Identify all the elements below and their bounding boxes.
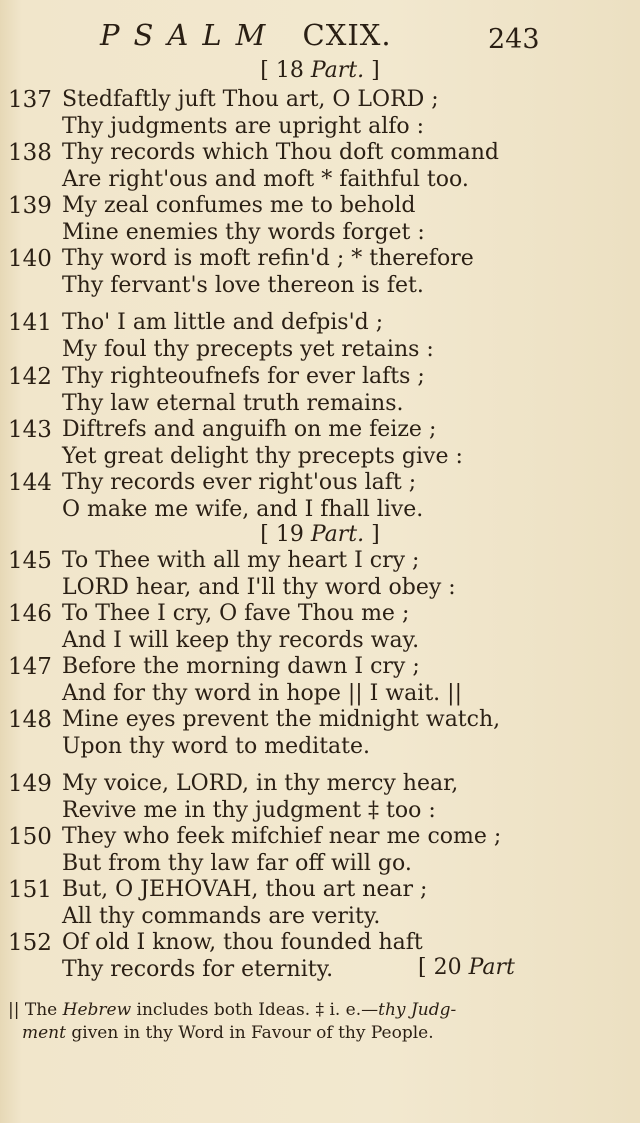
verse-line: But, O JEHOVAH, thou art near ;	[62, 877, 428, 902]
footnote-text: includes both Ideas. ‡ i. e.—	[131, 1000, 379, 1020]
verse-number: 147	[8, 654, 52, 680]
footnote-italic: thy Judg-	[378, 1000, 457, 1020]
verse-line: To Thee with all my heart I cry ;	[62, 548, 420, 573]
verse-line: Thy righteoufnefs for ever lafts ;	[62, 364, 425, 389]
footnote-italic: ment	[22, 1023, 66, 1043]
verse-number: 151	[8, 877, 52, 903]
verse-number: 137	[8, 87, 52, 113]
verse-line: Are right'ous and moft * faithful too.	[62, 167, 469, 192]
footnote-line-2	[22, 1023, 434, 1043]
verse-line: My foul thy precepts yet retains :	[62, 337, 434, 362]
part-close: ]	[371, 58, 380, 83]
running-title-word: PSALM	[100, 18, 280, 52]
verse-line: And I will keep thy records way.	[62, 628, 420, 653]
verse-line: And for thy word in hope || I wait. ||	[62, 681, 462, 706]
page-header	[0, 16, 640, 55]
running-title	[100, 18, 392, 52]
verse-number: 144	[8, 470, 52, 496]
footnote-text: given in thy Word in Favour of thy People.	[65, 1023, 434, 1043]
part-label: Part.	[310, 522, 365, 547]
part-heading-18	[0, 58, 640, 83]
part-heading-19	[0, 522, 640, 547]
verse-line: Thy records ever right'ous laft ;	[62, 470, 417, 495]
verse-number: 140	[8, 246, 52, 272]
verse-number: 138	[8, 140, 52, 166]
verse-line: Tho' I am little and defpis'd ;	[62, 310, 384, 335]
psalm-number: CXIX.	[302, 18, 392, 52]
verse-line: Thy judgments are upright alfo :	[62, 114, 425, 139]
verse-line: Yet great delight thy precepts give :	[62, 444, 463, 469]
verse-line: They who feek mifchief near me come ;	[62, 824, 502, 849]
catchword-bracket: [ 20	[418, 955, 462, 980]
part-open: [ 18	[260, 58, 304, 83]
verse-line: But from thy law far off will go.	[62, 851, 412, 876]
verse-line: Thy word is moft refin'd ; * therefore	[62, 246, 474, 271]
part-open: [ 19	[260, 522, 304, 547]
verse-number: 152	[8, 930, 52, 956]
verse-line: All thy commands are verity.	[62, 904, 381, 929]
verse-number: 142	[8, 364, 52, 390]
verse-line: O make me wife, and I fhall live.	[62, 497, 424, 522]
verse-number: 143	[8, 417, 52, 443]
page-number: 243	[488, 24, 540, 55]
verse-number: 146	[8, 601, 52, 627]
verse-number: 141	[8, 310, 52, 336]
footnote-italic: Hebrew	[62, 1000, 132, 1020]
verse-line: Of old I know, thou founded haft	[62, 930, 423, 955]
verse-number: 139	[8, 193, 52, 219]
verse-number: 145	[8, 548, 52, 574]
verse-line: My voice, LORD, in thy mercy hear,	[62, 771, 459, 796]
verse-number: 150	[8, 824, 52, 850]
verse-line: To Thee I cry, O fave Thou me ;	[62, 601, 410, 626]
part-label: Part.	[310, 58, 365, 83]
catchword-label: Part	[468, 955, 515, 980]
footnote-line-1	[8, 1000, 456, 1020]
part-close: ]	[371, 522, 380, 547]
verse-line: Mine eyes prevent the midnight watch,	[62, 707, 501, 732]
verse-line: Stedfaftly juft Thou art, O LORD ;	[62, 87, 439, 112]
verse-line: Diftrefs and anguifh on me feize ;	[62, 417, 437, 442]
verse-line: Thy fervant's love thereon is fet.	[62, 273, 424, 298]
verse-line: Before the morning dawn I cry ;	[62, 654, 420, 679]
verse-line: Revive me in thy judgment ‡ too :	[62, 798, 436, 823]
verse-line: Upon thy word to meditate.	[62, 734, 371, 759]
verse-line: Thy law eternal truth remains.	[62, 391, 404, 416]
footnote-text: || The	[8, 1000, 63, 1020]
verse-line: My zeal confumes me to behold	[62, 193, 416, 218]
catchword	[418, 955, 515, 980]
verse-number: 149	[8, 771, 52, 797]
verse-line: Thy records which Thou doft command	[62, 140, 499, 165]
verse-line: Mine enemies thy words forget :	[62, 220, 425, 245]
verse-line: LORD hear, and I'll thy word obey :	[62, 575, 456, 600]
verse-number: 148	[8, 707, 52, 733]
verse-line: Thy records for eternity.	[62, 957, 334, 982]
